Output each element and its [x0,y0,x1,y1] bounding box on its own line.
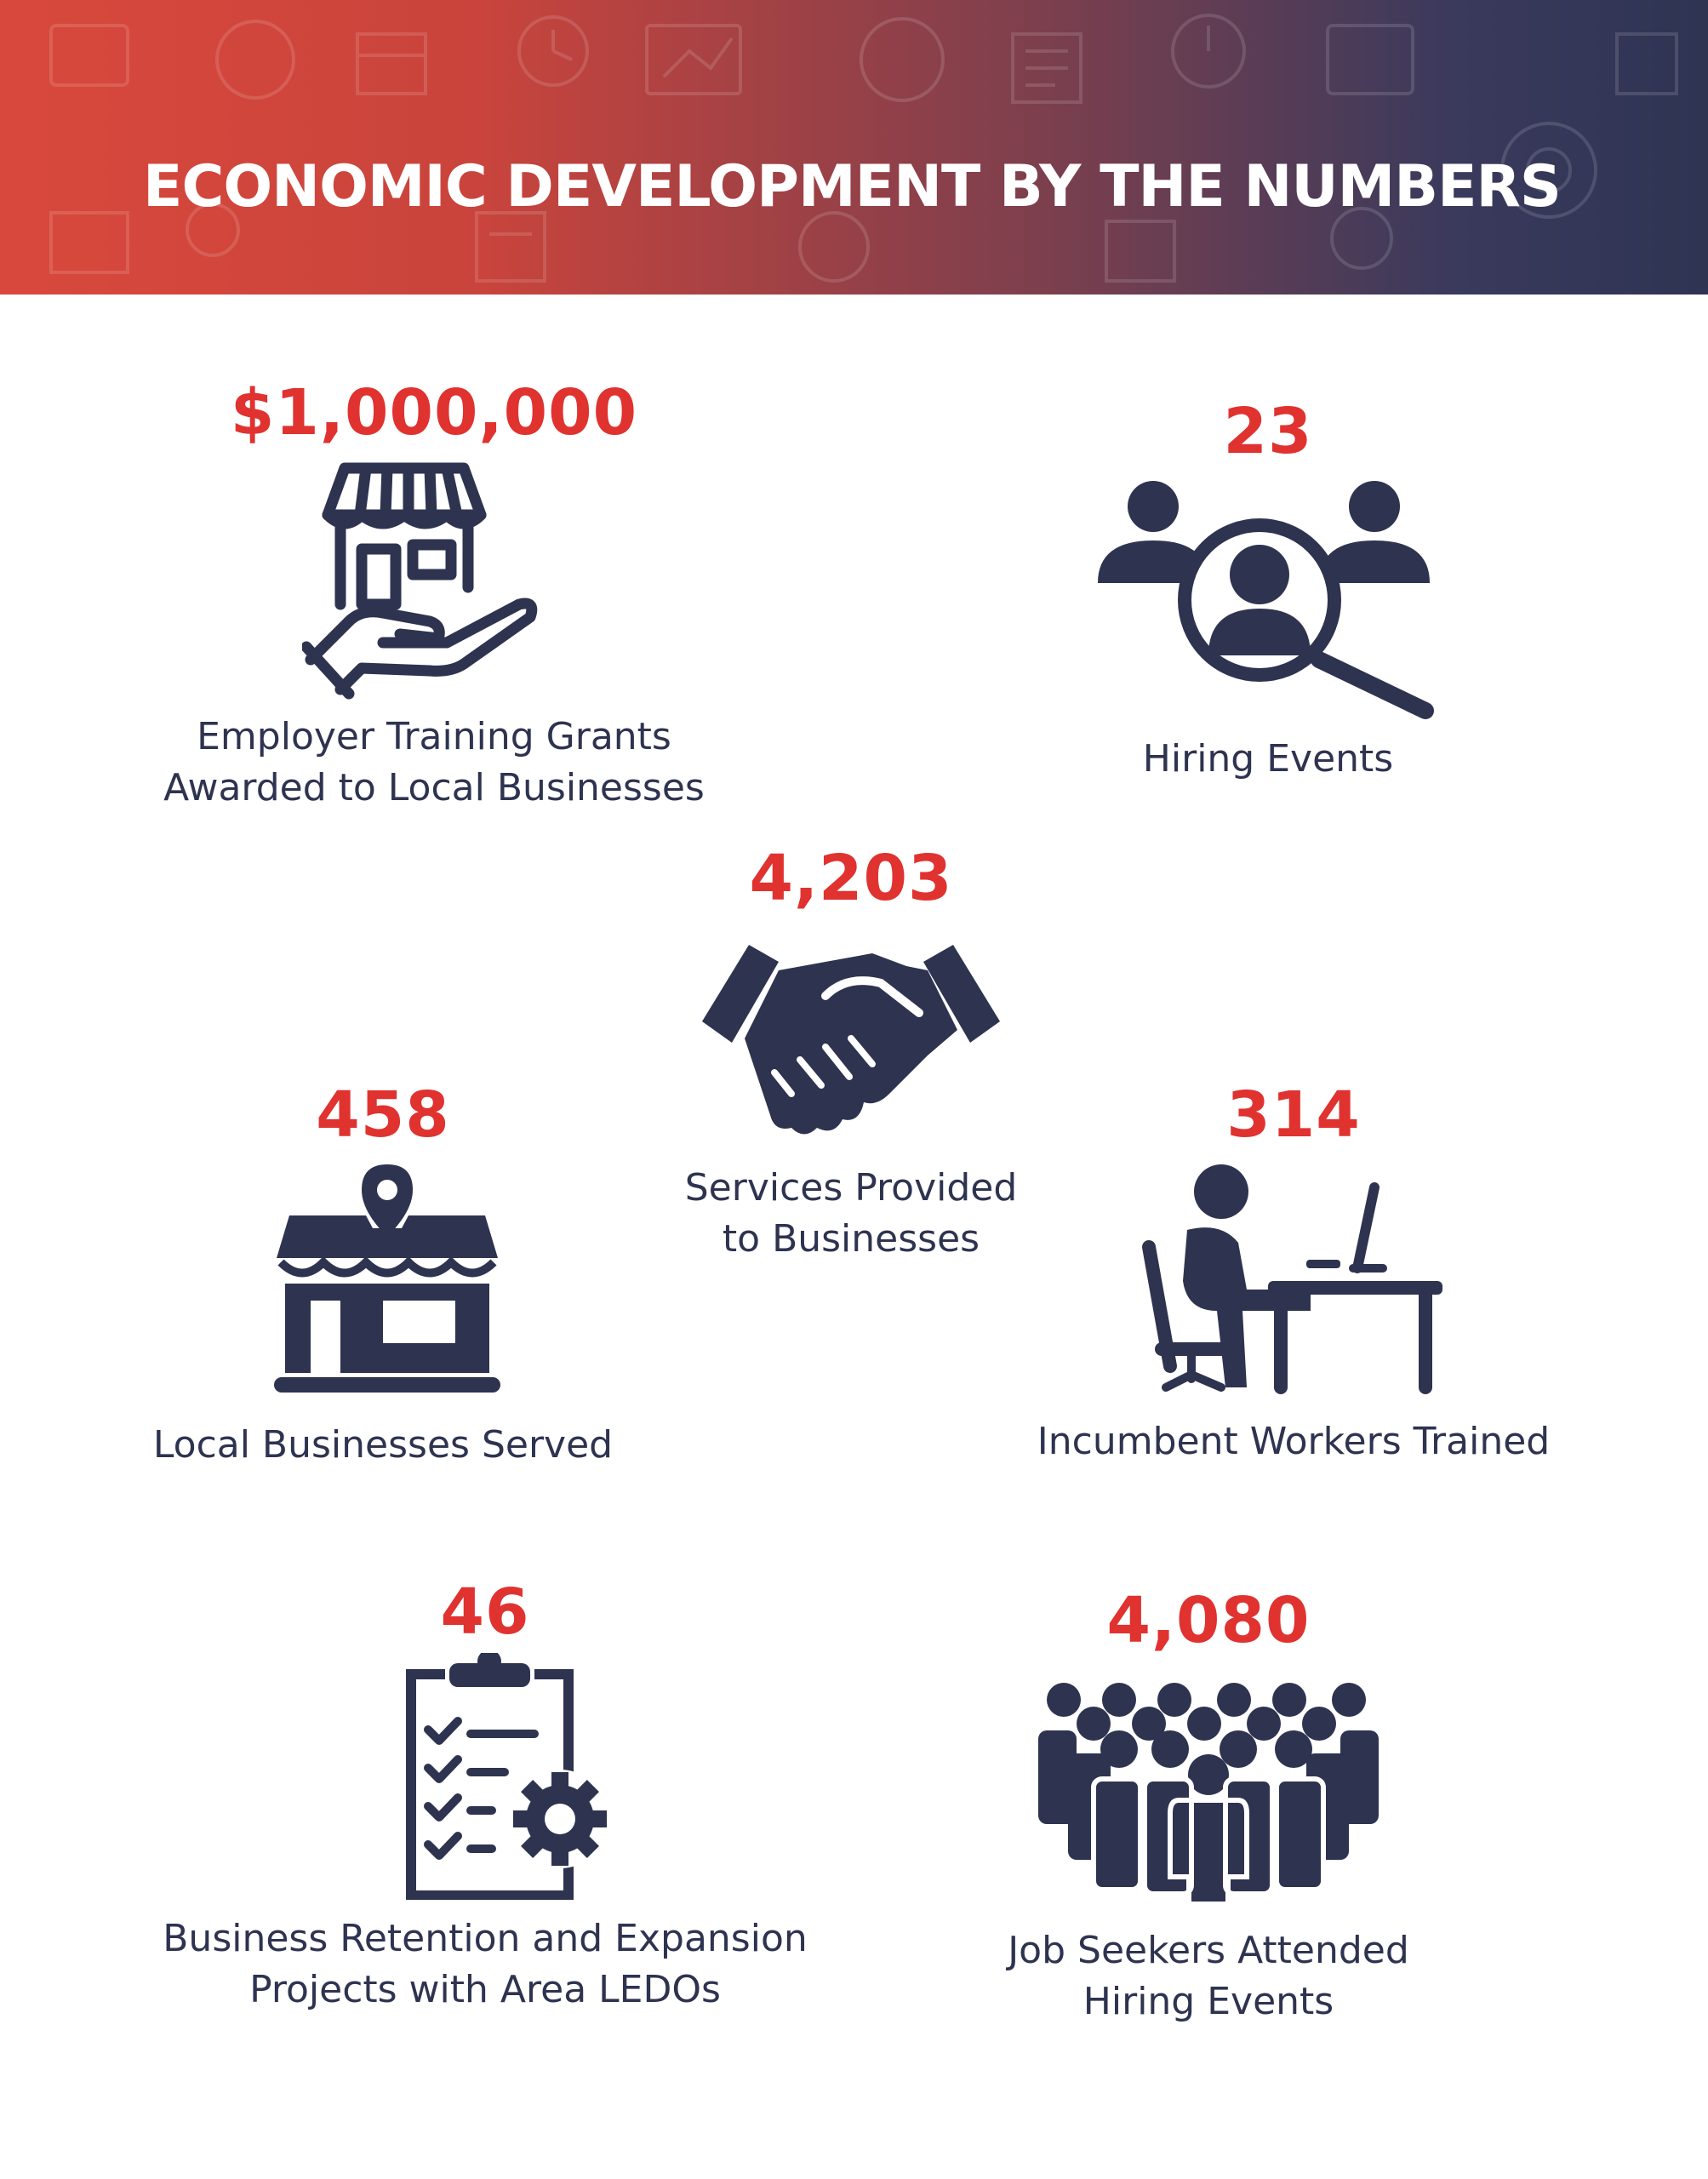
page-title: ECONOMIC DEVELOPMENT BY THE NUMBERS [143,153,1561,220]
stat-value: 4,203 [749,842,953,915]
stat-value: 23 [1223,395,1313,468]
stat-bre-projects [315,1576,655,1649]
stat-label-line: Services Provided [684,1166,1018,1210]
stat-label-line: Employer Training Grants [197,715,671,758]
stat-services-provided [681,842,1021,915]
stat-local-businesses-label [85,1420,681,1471]
stat-label-line: Job Seekers Attended [1008,1929,1409,1972]
stat-hiring-events-label [1013,734,1523,785]
stat-job-seekers [1038,1584,1379,1657]
stat-workers-trained [1123,1078,1464,1152]
store-location-icon [272,1164,502,1394]
storefront-in-hand-icon [302,460,549,706]
crowd-icon [1034,1681,1383,1911]
stat-label-line: Hiring Events [1082,1980,1334,2023]
stat-label-line: Incumbent Workers Trained [1037,1420,1551,1463]
candidate-search-icon [1094,481,1434,719]
stat-services-provided-label [596,1163,1106,1265]
stat-value: 4,080 [1106,1584,1311,1657]
stat-training-grants-label [94,712,774,814]
stat-bre-projects-label [111,1913,860,2016]
header-banner [0,0,1708,295]
stat-label-line: Local Businesses Served [152,1423,614,1467]
stat-label-line: Projects with Area LEDOs [249,1968,721,2011]
stat-label-line: Hiring Events [1142,737,1394,781]
stat-value: 314 [1226,1078,1361,1152]
handshake-icon [698,936,1004,1141]
stat-label-line: Awarded to Local Businesses [163,766,705,809]
stat-value: 458 [316,1078,450,1152]
worker-at-desk-icon [1140,1162,1447,1400]
stat-job-seekers-label [953,1925,1464,2027]
stat-workers-trained-label [970,1416,1617,1467]
stat-training-grants [128,376,740,449]
stat-label-line: Business Retention and Expansion [163,1917,808,1960]
stat-label-line: to Businesses [722,1217,980,1261]
stat-value: $1,000,000 [230,376,638,449]
stat-value: 46 [440,1576,530,1649]
stat-hiring-events [1089,395,1447,468]
business-doodle-pattern [0,0,1708,295]
stat-local-businesses [213,1078,553,1152]
checklist-gear-icon [398,1653,628,1900]
